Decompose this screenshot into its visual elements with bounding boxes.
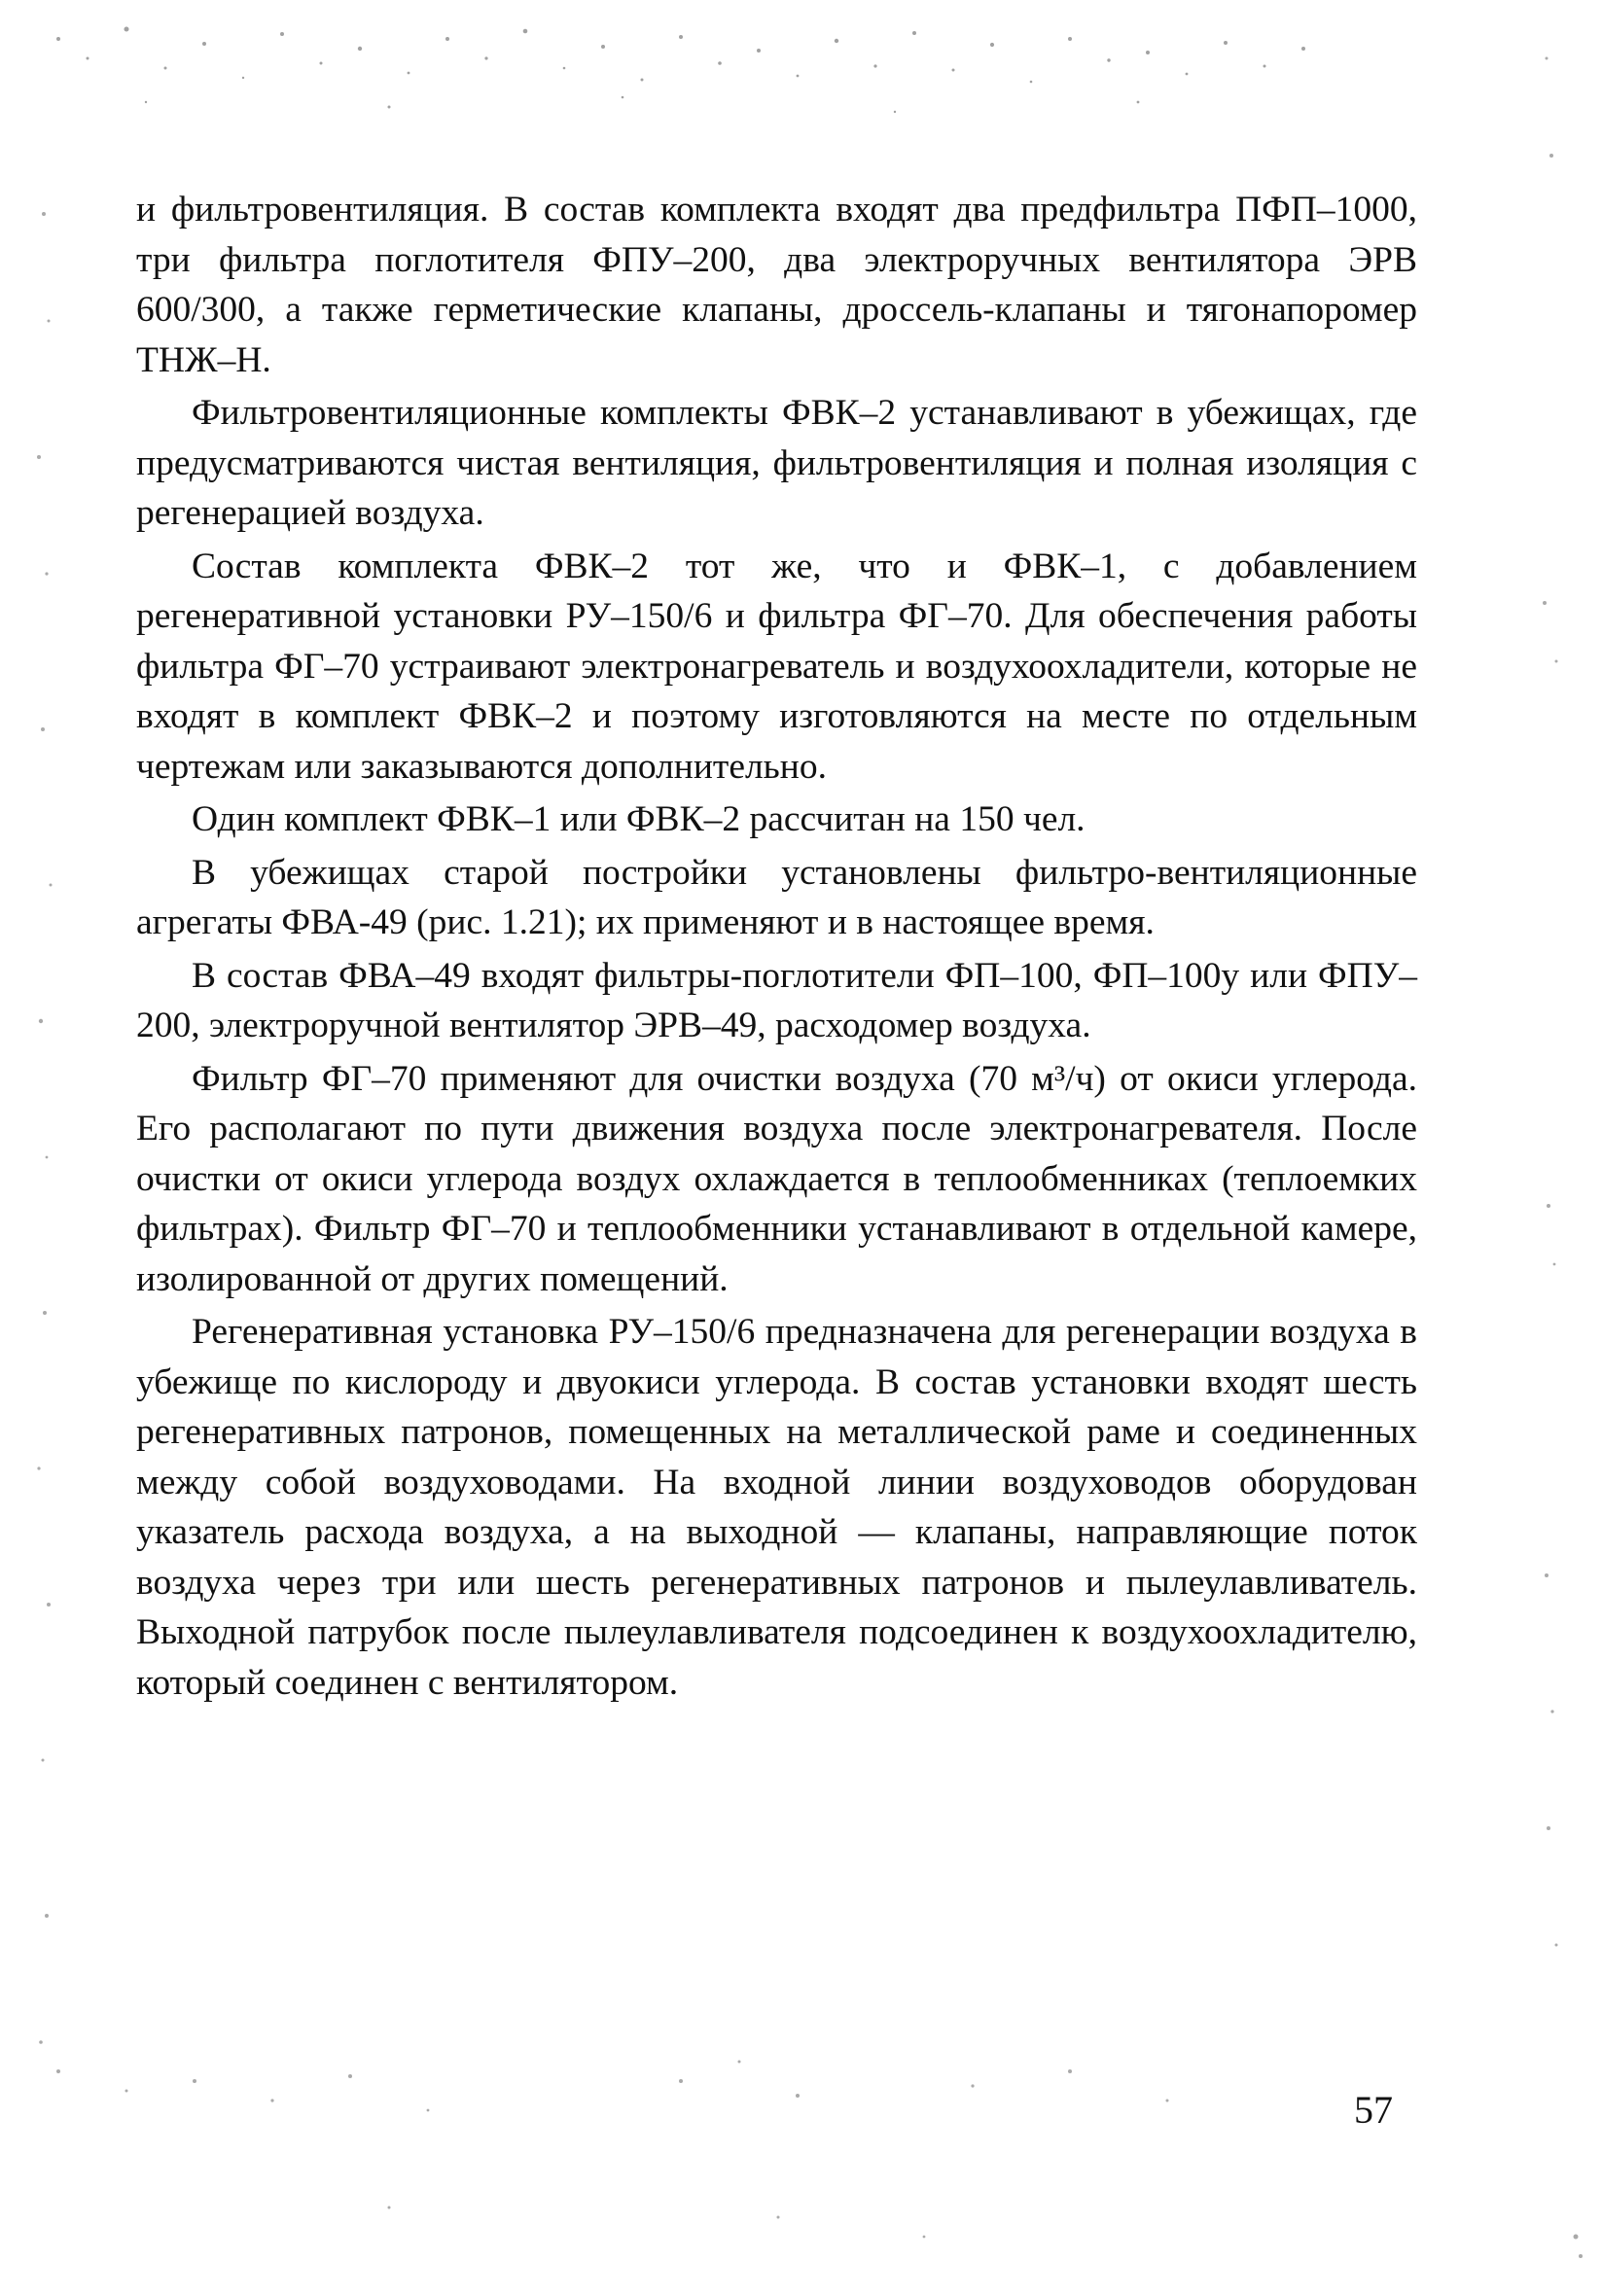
scan-noise-right	[1459, 0, 1602, 2296]
paragraph-6: В состав ФВА–49 входят фильтры-поглотители ФП–100, ФП–100у или ФПУ–200, электроручной вентилятор ЭРВ–49, расходомер воздуха.	[136, 955, 1417, 1045]
scan-noise-top	[19, 10, 1362, 156]
paragraph-5: В убежищах старой постройки установлены фильтро-вентиляционные агрегаты ФВА-49 (рис. 1.21); их применяют и в настоящее время.	[136, 852, 1417, 942]
paragraph-1: и фильтровентиляция. В состав комплекта входят два предфильтра ПФП–1000, три фильтра поглотителя ФПУ–200, два электроручных вентилятора ЭРВ 600/300, а также герметические клапаны, дроссель-клапаны и тягонапоромер ТНЖ–Н.	[136, 190, 1417, 380]
paragraph-8: Регенеративная установка РУ–150/6 предназначена для регенерации воздуха в убежище по кислороду и двуокиси углерода. В состав установки входят шесть регенеративных патронов, помещенных на металлической раме и соединенных между собой воздуховодами. На входной линии воздуховодов оборудован указатель расхода воздуха, а на выходной — клапаны, направляющие поток воздуха через три или шесть регенеративных патронов и пылеулавливатель. Выходной патрубок после пылеулавливателя подсоединен к воздухоохладителю, который соединен с вентилятором.	[136, 1312, 1417, 1703]
body-text	[136, 185, 1417, 1708]
paragraph-2: Фильтровентиляционные комплекты ФВК–2 устанавливают в убежищах, где предусматриваются чистая вентиляция, фильтровентиляция и полная изоляция с регенерацией воздуха.	[136, 393, 1417, 533]
page-number: 57	[1354, 2088, 1393, 2132]
paragraph-7: Фильтр ФГ–70 применяют для очистки воздуха (70 м³/ч) от окиси углерода. Его располагают по пути движения воздуха после электронагревателя. После очистки от окиси углерода воздух охлаждается в теплообменниках (теплоемких фильтрах). Фильтр ФГ–70 и теплообменники устанавливают в отдельной камере, изолированной от других помещений.	[136, 1058, 1417, 1299]
paragraph-4: Один комплект ФВК–1 или ФВК–2 рассчитан на 150 чел.	[192, 799, 1086, 839]
scan-noise-bottom	[0, 2042, 1602, 2285]
scan-noise-left	[0, 146, 88, 2091]
paragraph-3: Состав комплекта ФВК–2 тот же, что и ФВК–1, с добавлением регенеративной установки РУ–150/6 и фильтра ФГ–70. Для обеспечения работы фильтра ФГ–70 устраивают электронагреватель и воздухоохладители, которые не входят в комплект ФВК–2 и поэтому изготовляются на месте по отдельным чертежам или заказываются дополнительно.	[136, 546, 1417, 787]
